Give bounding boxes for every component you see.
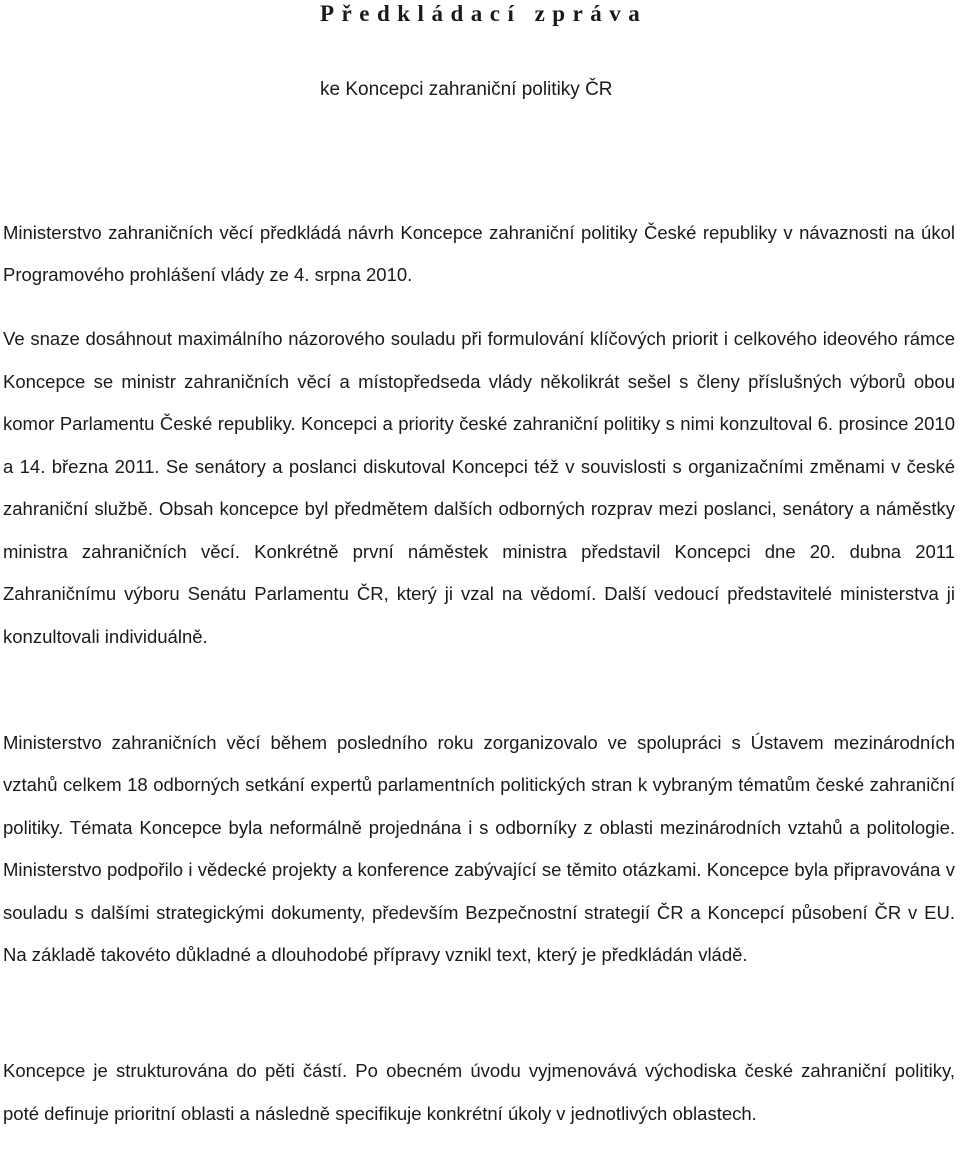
paragraph-structure: Koncepce je strukturována do pěti částí. Po obecném úvodu vyjmenovává východiska české zahraniční politiky, poté definuje prioritní oblasti a následně specifikuje konkrétní úkoly v jednotlivých oblastech. bbox=[3, 1060, 955, 1124]
paragraph-expert-meetings: Ministerstvo zahraničních věcí během posledního roku zorganizovalo ve spolupráci s Ústavem mezinárodních vztahů celkem 18 odborných setkání expertů parlamentních politických stran k vybraným tématům české zahraniční politiky. Témata Koncepce byla neformálně projednána i s odborníky z oblasti mezinárodních vztahů a politologie. Ministerstvo podpořilo i vědecké projekty a konference zabývající se těmito otázkami. Koncepce byla připravována v souladu s dalšími strategickými dokumenty, především Bezpečnostní strategií ČR a Koncepcí působení ČR v EU. Na základě takovéto důkladné a dlouhodobé přípravy vznikl text, který je předkládán vládě. bbox=[3, 732, 955, 966]
document-title: Předkládací zpráva bbox=[320, 1, 648, 26]
paragraph-consultations: Ve snaze dosáhnout maximálního názorového souladu při formulování klíčových priorit i celkového ideového rámce Koncepce se ministr zahraničních věcí a místopředseda vlády několikrát sešel s členy příslušných výborů obou komor Parlamentu České republiky. Koncepci a priority české zahraniční politiky s nimi konzultoval 6. prosince 2010 a 14. března 2011. Se senátory a poslanci diskutoval Koncepci též v souvislosti s organizačními změnami v české zahraniční službě. Obsah koncepce byl předmětem dalších odborných rozprav mezi poslanci, senátory a náměstky ministra zahraničních věcí. Konkrétně první náměstek ministra představil Koncepci dne 20. dubna 2011 Zahraničnímu výboru Senátu Parlamentu ČR, který ji vzal na vědomí. Další vedoucí představitelé ministerstva ji konzultovali individuálně. bbox=[3, 328, 955, 647]
paragraph-intro: Ministerstvo zahraničních věcí předkládá návrh Koncepce zahraniční politiky České republiky v návaznosti na úkol Programového prohlášení vlády ze 4. srpna 2010. bbox=[3, 222, 955, 285]
document-subtitle: ke Koncepci zahraniční politiky ČR bbox=[320, 79, 613, 100]
